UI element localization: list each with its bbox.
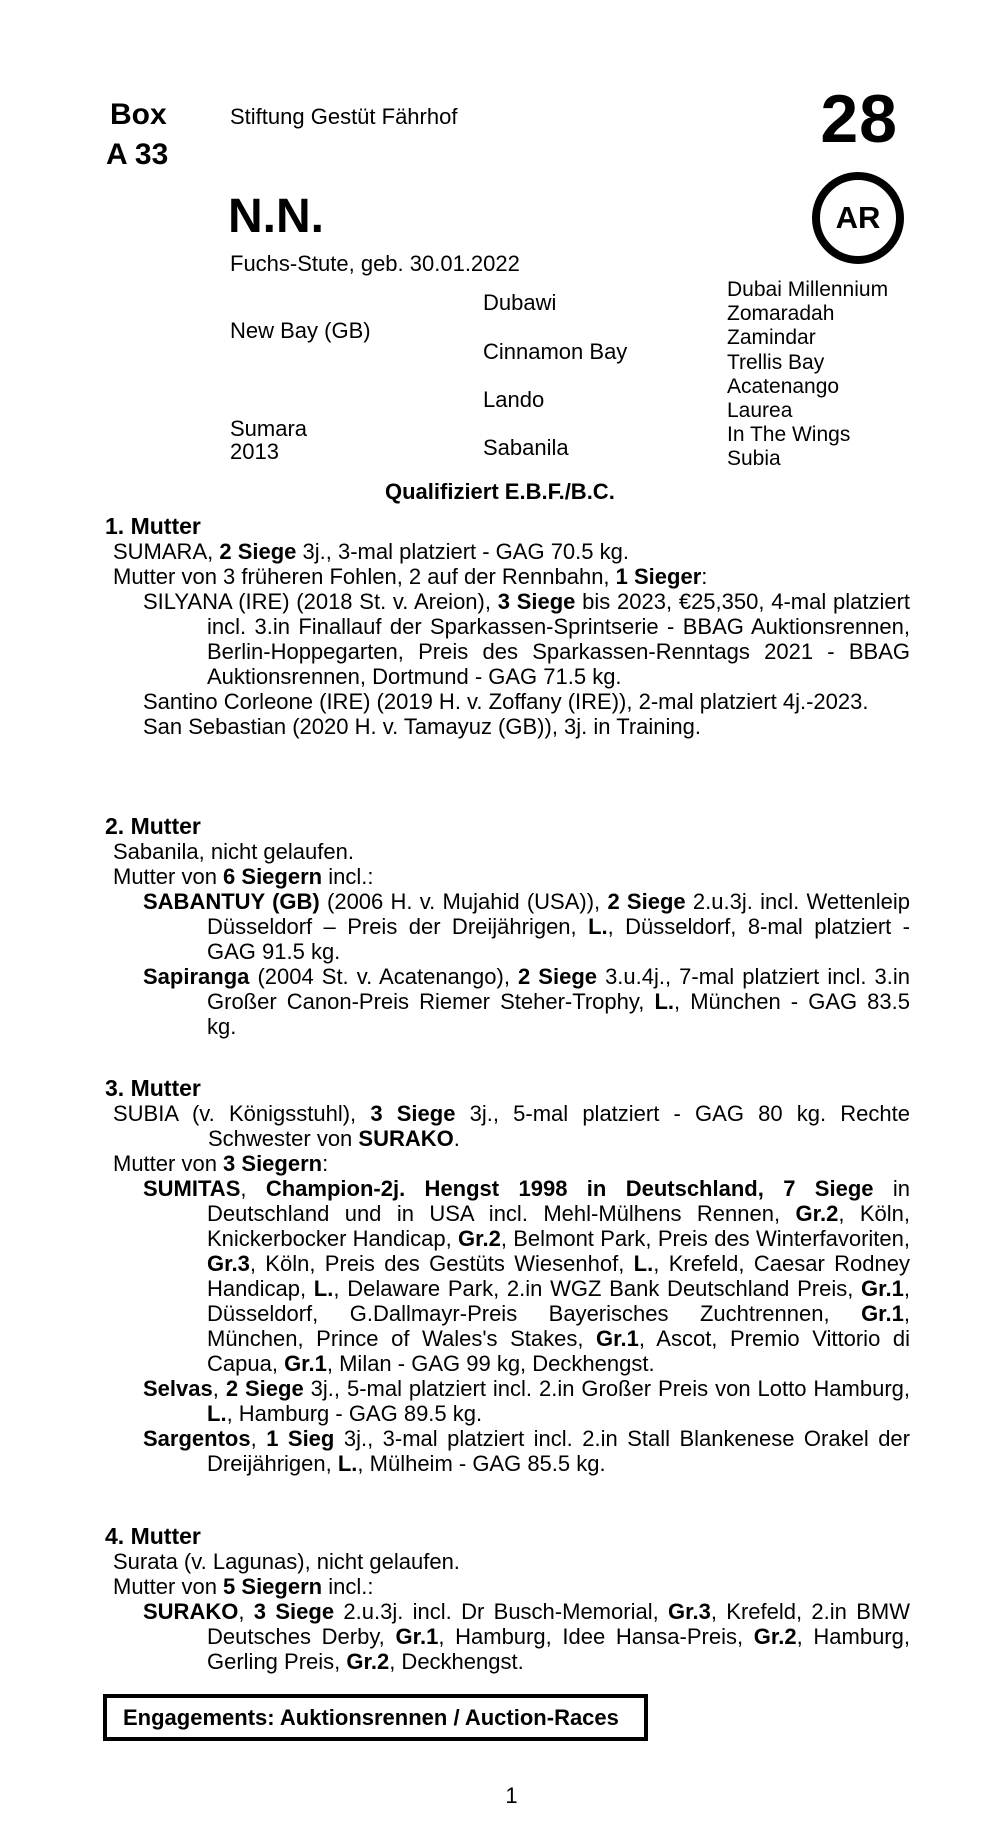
mutter-section: [105, 813, 911, 1039]
pedigree-ancestor: In The Wings: [727, 423, 851, 447]
pedigree-gen2-sire-of-sire: Dubawi: [483, 290, 557, 315]
mutter-section: [105, 1523, 910, 1674]
lot-number: 28: [820, 81, 898, 157]
engagements-box: [103, 1694, 648, 1741]
produce-summary: Mutter von 6 Siegern incl.:: [113, 864, 374, 889]
pedigree-gen2-dam-of-dam: Sabanila: [483, 435, 569, 460]
pedigree-ancestor: Laurea: [727, 399, 793, 423]
offspring-entry: SABANTUY (GB) (2006 H. v. Mujahid (USA)), 2 Siege 2.u.3j. incl. Wettenleip Düsseldorf – Preis der Dreijährigen, L., Düsseldorf, 8-mal platziert - GAG 91.5 kg.: [143, 889, 911, 964]
box-label: Box: [110, 98, 167, 131]
pedigree-ancestor: Dubai Millennium: [727, 278, 889, 301]
box-number: A 33: [106, 138, 169, 171]
offspring-entry: SURAKO, 3 Siege 2.u.3j. incl. Dr Busch-Memorial, Gr.3, Krefeld, 2.in BMW Deutsches Derby, Gr.1, Hamburg, Idee Hansa-Preis, Gr.2, Hamburg, Gerling Preis, Gr.2, Deckhengst.: [143, 1599, 910, 1674]
dam-race-record: SUBIA (v. Königsstuhl), 3 Siege 3j., 5-mal platziert - GAG 80 kg. Rechte Schwester von SURAKO.: [113, 1101, 910, 1151]
pedigree-gen2-sire-of-dam: Lando: [483, 387, 545, 412]
pedigree-ancestor: Acatenango: [727, 374, 840, 398]
produce-summary: Mutter von 3 früheren Fohlen, 2 auf der Rennbahn, 1 Sieger:: [113, 564, 708, 589]
mutter-section: [105, 1075, 911, 1476]
offspring-entry: SILYANA (IRE) (2018 St. v. Areion), 3 Siege bis 2023, €25,350, 4-mal platziert incl. 3.in Finallauf der Sparkassen-Sprintserie - BBAG Auktionsrennen, Berlin-Hoppegarten, Preis des Sparkassen-Renntags 2021 - BBAG Auktionsrennen, Dortmund - GAG 71.5 kg.: [143, 589, 911, 689]
section-heading: 2. Mutter: [105, 813, 201, 839]
horse-description: Fuchs-Stute, geb. 30.01.2022: [230, 251, 520, 276]
dam-race-record: Surata (v. Lagunas), nicht gelaufen.: [113, 1549, 460, 1574]
pedigree-dam: Sumara: [230, 416, 308, 441]
pedigree-sire: New Bay (GB): [230, 318, 371, 343]
horse-name: N.N.: [228, 190, 324, 243]
brand-initials: AR: [835, 200, 881, 235]
offspring-entry: Selvas, 2 Siege 3j., 5-mal platziert incl. 2.in Großer Preis von Lotto Hamburg, L., Hamburg - GAG 89.5 kg.: [143, 1376, 911, 1426]
dam-race-record: Sabanila, nicht gelaufen.: [113, 839, 354, 864]
offspring-entry: SUMITAS, Champion-2j. Hengst 1998 in Deutschland, 7 Siege in Deutschland und in USA incl. Mehl-Mülhens Rennen, Gr.2, Köln, Knickerbocker Handicap, Gr.2, Belmont Park, Preis des Winterfavoriten, Gr.3, Köln, Preis des Gestüts Wiesenhof, L., Krefeld, Caesar Rodney Handicap, L., Delaware Park, 2.in WGZ Bank Deutschland Preis, Gr.1, Düsseldorf, G.Dallmayr-Preis Bayerisches Zuchtrennen, Gr.1, München, Prince of Wales's Stakes, Gr.1, Ascot, Premio Vittorio di Capua, Gr.1, Milan - GAG 99 kg, Deckhengst.: [143, 1176, 911, 1376]
ar-brand-stamp-icon: [812, 172, 904, 264]
pedigree-ancestor: Zamindar: [727, 326, 816, 350]
qualification-note: Qualifiziert E.B.F./B.C.: [385, 479, 615, 504]
offspring-entry: Santino Corleone (IRE) (2019 H. v. Zoffany (IRE)), 2-mal platziert 4j.-2023.: [143, 689, 869, 714]
pedigree-ancestor: Subia: [727, 447, 781, 471]
section-heading: 4. Mutter: [105, 1523, 201, 1549]
pedigree-ancestor: Trellis Bay: [727, 350, 825, 374]
consignor-name: Stiftung Gestüt Fährhof: [230, 104, 458, 129]
dam-race-record: SUMARA, 2 Siege 3j., 3-mal platziert - GAG 70.5 kg.: [113, 539, 629, 564]
section-heading: 1. Mutter: [105, 513, 201, 539]
produce-summary: Mutter von 3 Siegern:: [113, 1151, 329, 1176]
section-heading: 3. Mutter: [105, 1075, 201, 1101]
pedigree-gen3-column: [727, 278, 888, 472]
mutter-section: [105, 513, 911, 739]
pedigree-dam-year: 2013: [230, 439, 279, 464]
engagements-label: Engagements: Auktionsrennen / Auction-Races: [123, 1705, 619, 1730]
pedigree-ancestor: Zomaradah: [727, 302, 835, 326]
produce-summary: Mutter von 5 Siegern incl.:: [113, 1574, 374, 1599]
offspring-entry: Sapiranga (2004 St. v. Acatenango), 2 Siege 3.u.4j., 7-mal platziert incl. 3.in Großer Canon-Preis Riemer Steher-Trophy, L., München - GAG 83.5 kg.: [143, 964, 910, 1039]
offspring-entry: San Sebastian (2020 H. v. Tamayuz (GB)), 3j. in Training.: [143, 714, 702, 739]
offspring-entry: Sargentos, 1 Sieg 3j., 3-mal platziert incl. 2.in Stall Blankenese Orakel der Dreijährigen, L., Mülheim - GAG 85.5 kg.: [143, 1426, 910, 1476]
page-number: 1: [505, 1783, 518, 1808]
pedigree-gen2-dam-of-sire: Cinnamon Bay: [483, 339, 628, 364]
